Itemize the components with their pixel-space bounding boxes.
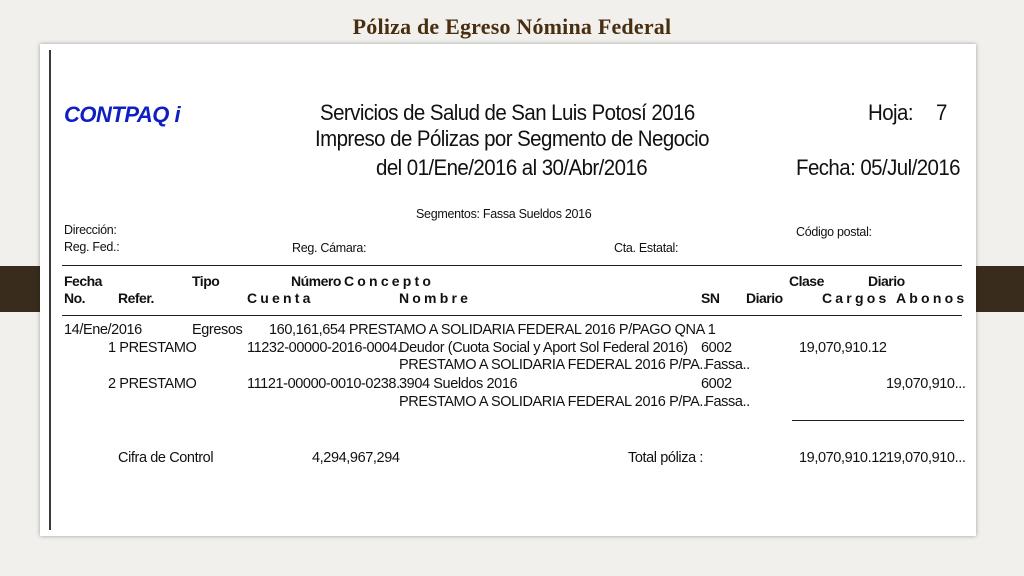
hoja-value: 7 <box>936 100 947 125</box>
col-no: No. <box>64 290 86 306</box>
col-nombre: Nombre <box>399 290 472 306</box>
left-decorative-band <box>0 266 40 312</box>
col-fecha: Fecha <box>64 273 102 289</box>
col-numero: Número <box>291 273 341 289</box>
line-2-cuenta: 11121-00000-0010-0238.. <box>247 376 404 392</box>
report-date: Fecha: 05/Jul/2016 <box>796 155 960 180</box>
line-2-nombre: 3904 Sueldos 2016 <box>399 376 518 392</box>
reg-camara-label: Reg. Cámara: <box>292 241 367 255</box>
line-1-nombre: Deudor (Cuota Social y Aport Sol Federal 2016) <box>399 340 688 356</box>
line-2-sn: 6002 <box>701 376 732 392</box>
line-1-sn: 6002 <box>701 340 732 356</box>
slide-title: Póliza de Egreso Nómina Federal <box>352 14 672 39</box>
line-1-sn-2: Fassa.. <box>705 357 750 373</box>
col-tipo: Tipo <box>192 273 220 289</box>
cta-estatal-label: Cta. Estatal: <box>614 241 679 255</box>
report-title: Impreso de Pólizas por Segmento de Negocio <box>315 126 709 151</box>
line-2-nombre-2: PRESTAMO A SOLIDARIA FEDERAL 2016 P/PA.. <box>399 394 707 410</box>
entry-concepto: 160,161,654 PRESTAMO A SOLIDARIA FEDERAL 2016 P/PAGO QNA 1 <box>269 322 716 338</box>
hoja-label: Hoja: <box>868 100 913 125</box>
line-2-ref: 2 PRESTAMO <box>108 376 197 392</box>
direccion-label: Dirección: <box>64 223 117 237</box>
line-1-ref: 1 PRESTAMO <box>108 340 197 356</box>
report-company: Servicios de Salud de San Luis Potosí 2016 <box>320 100 695 125</box>
header-top-rule <box>62 265 962 266</box>
col-abonos: Abonos <box>896 290 968 306</box>
right-decorative-band <box>976 266 1024 312</box>
line-1-nombre-2: PRESTAMO A SOLIDARIA FEDERAL 2016 P/PA.. <box>399 357 707 373</box>
document-scan <box>40 44 976 536</box>
cifra-control-label: Cifra de Control <box>118 450 214 466</box>
entry-fecha: 14/Ene/2016 <box>64 322 142 338</box>
total-abonos: 19,070,910... <box>886 450 966 466</box>
col-concepto: Concepto <box>344 273 435 289</box>
line-1-cargo: 19,070,910.12 <box>799 340 887 356</box>
document-left-rule <box>49 50 51 530</box>
segmentos: Segmentos: Fassa Sueldos 2016 <box>416 207 592 221</box>
col-cuenta: Cuenta <box>247 290 314 306</box>
totals-rule <box>792 420 964 421</box>
entry-tipo: Egresos <box>192 322 243 338</box>
col-sn: SN <box>701 290 720 306</box>
col-diario: Diario <box>746 290 783 306</box>
col-clase: Clase <box>789 273 824 289</box>
header-bottom-rule <box>62 315 962 316</box>
codigo-postal-label: Código postal: <box>796 225 872 239</box>
total-poliza-label: Total póliza : <box>628 450 703 466</box>
brand-logo: CONTPAQ i <box>64 102 181 127</box>
line-1-cuenta: 11232-00000-2016-0004.. <box>247 340 405 356</box>
col-refer: Refer. <box>118 290 154 306</box>
col-cargos: Cargos <box>822 290 890 306</box>
line-2-abono: 19,070,910... <box>886 376 966 392</box>
report-period: del 01/Ene/2016 al 30/Abr/2016 <box>376 155 648 180</box>
cifra-control-value: 4,294,967,294 <box>312 450 400 466</box>
line-2-sn-2: Fassa.. <box>705 394 750 410</box>
reg-fed-label: Reg. Fed.: <box>64 240 120 254</box>
col-diario-top: Diario <box>868 273 905 289</box>
total-cargos: 19,070,910.12 <box>799 450 887 466</box>
